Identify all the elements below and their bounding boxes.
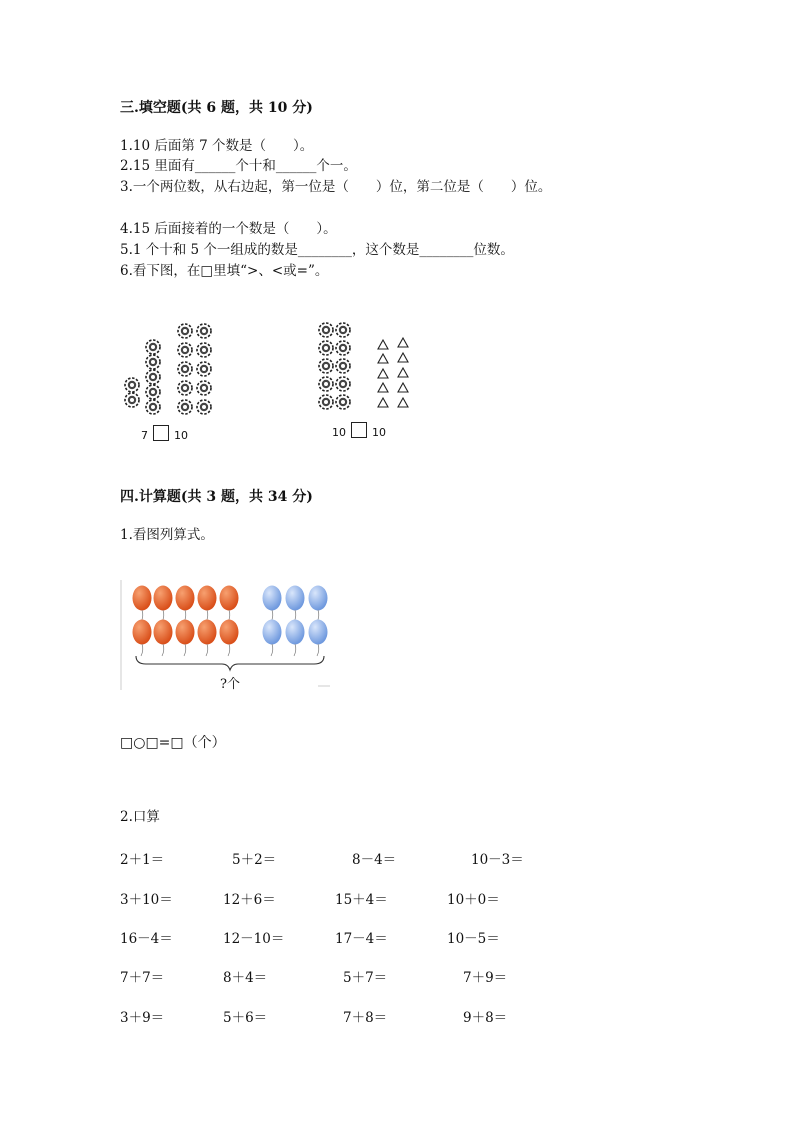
question-4: 4.15 后面接着的一个数是（ ）。 <box>120 221 337 237</box>
question-1: 1.10 后面第 7 个数是（ ）。 <box>120 138 314 154</box>
calc-item: 7＋9＝ <box>463 970 508 986</box>
answer-box[interactable] <box>153 425 169 441</box>
calc-item: 3＋10＝ <box>120 892 173 908</box>
formula-answer[interactable]: □○□=□（个） <box>120 735 226 751</box>
calc-item: 2＋1＝ <box>120 852 165 868</box>
calc-item: 9＋8＝ <box>463 1010 508 1026</box>
calc-item: 7＋8＝ <box>343 1010 388 1026</box>
question-3: 3.一个两位数，从右边起，第一位是（ ）位，第二位是（ ）位。 <box>120 179 552 195</box>
calc-item: 3＋9＝ <box>120 1010 165 1026</box>
calc-item: 17－4＝ <box>335 931 388 947</box>
calc-item: 15＋4＝ <box>335 892 388 908</box>
compare-right-2 <box>332 422 386 439</box>
calc-item: 10－3＝ <box>471 852 524 868</box>
calc-item: 10－5＝ <box>447 931 500 947</box>
question-oral-calc: 2.口算 <box>120 809 160 825</box>
question-5: 5.1 个十和 5 个一组成的数是________，这个数是________位数。 <box>120 242 514 258</box>
calc-item: 5＋6＝ <box>223 1010 268 1026</box>
flower-triangle-figure-right <box>310 318 420 418</box>
compare-value: 10 <box>332 426 346 439</box>
calc-item: 12＋6＝ <box>223 892 276 908</box>
answer-box[interactable] <box>351 422 367 438</box>
calc-item: 5＋7＝ <box>343 970 388 986</box>
question-look-picture: 1.看图列算式。 <box>120 527 214 543</box>
calc-item: 5＋2＝ <box>232 852 277 868</box>
section-heading-calculation: 四.计算题(共 3 题，共 34 分) <box>120 489 313 505</box>
section-heading-fill-blank: 三.填空题(共 6 题，共 10 分) <box>120 100 313 116</box>
triangle-icon <box>378 338 408 407</box>
calc-item: 16－4＝ <box>120 931 173 947</box>
flower-figure-left <box>120 318 230 418</box>
compare-value: 10 <box>372 426 386 439</box>
balloon-question-label: ?个 <box>220 677 240 692</box>
compare-value: 10 <box>174 429 188 442</box>
calc-item: 8－4＝ <box>352 852 397 868</box>
calc-item: 10＋0＝ <box>447 892 500 908</box>
calc-item: 7＋7＝ <box>120 970 165 986</box>
compare-left-1 <box>141 425 188 442</box>
question-6: 6.看下图，在□里填“>、<或=”。 <box>120 263 329 279</box>
calc-item: 8＋4＝ <box>223 970 268 986</box>
calc-item: 12－10＝ <box>223 931 285 947</box>
question-2: 2.15 里面有______个十和______个一。 <box>120 158 357 174</box>
brace-icon <box>136 656 324 670</box>
compare-value: 7 <box>141 429 148 442</box>
